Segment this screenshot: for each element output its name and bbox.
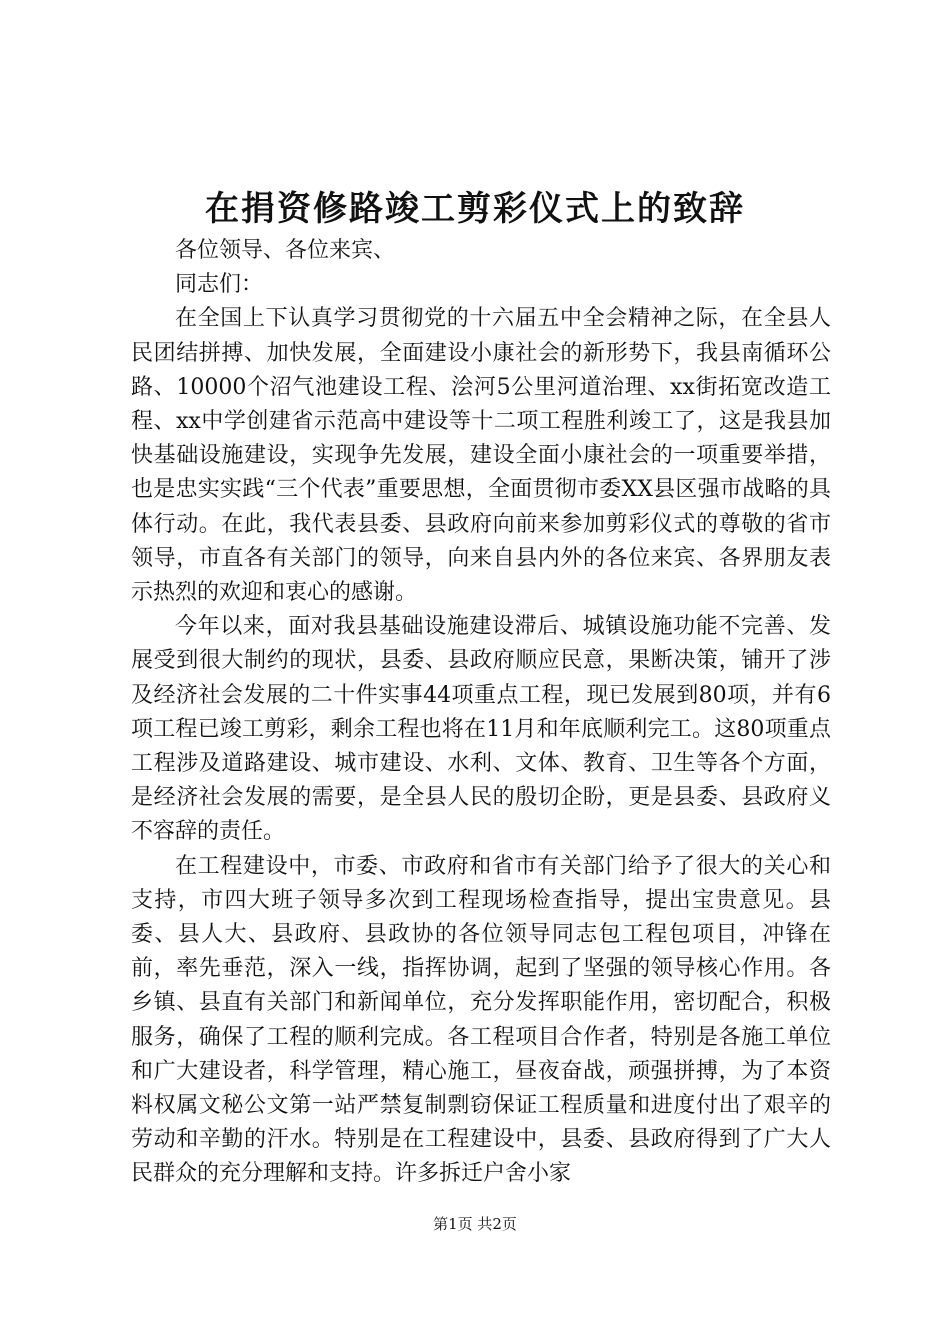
- paragraph-3: 在工程建设中，市委、市政府和省市有关部门给予了很大的关心和支持，市四大班子领导多次到工程现场检查指导，提出宝贵意见。县委、县人大、县政府、县政协的各位领导同志包工程包项目，冲锋在前，率先垂范，深入一线，指挥协调，起到了坚强的领导核心作用。各乡镇、县直有关部门和新闻单位，充分发挥职能作用，密切配合，积极服务，确保了工程的顺利完成。各工程项目合作者，特别是各施工单位和广大建设者，科学管理，精心施工，昼夜奋战，顽强拼搏，为了本资料权属文秘公文第一站严禁复制剽窃保证工程质量和进度付出了艰辛的劳动和辛勤的汗水。特别是在工程建设中，县委、县政府得到了广大人民群众的充分理解和支持。许多拆迁户舍小家: [131, 853, 831, 1187]
- paragraph-2: 今年以来，面对我县基础设施建设滞后、城镇设施功能不完善、发展受到很大制约的现状，县委、县政府顺应民意，果断决策，铺开了涉及经济社会发展的二十件实事44项重点工程，现已发展到80项，并有6项工程已竣工剪彩，剩余工程也将在11月和年底顺利完工。这80项重点工程涉及道路建设、城市建设、水利、文体、教育、卫生等各个方面，是经济社会发展的需要，是全县人民的殷切企盼，更是县委、县政府义不容辞的责任。: [131, 614, 831, 845]
- salutation-line-1: 各位领导、各位来宾、: [175, 238, 396, 263]
- document-title: 在捐资修路竣工剪彩仪式上的致辞: [205, 189, 745, 229]
- paragraph-1: 在全国上下认真学习贯彻党的十六届五中全会精神之际，在全县人民团结拼搏、加快发展，全面建设小康社会的新形势下，我县南循环公路、10000个沼气池建设工程、浍河5公里河道治理、xx街拓宽改造工程、xx中学创建省示范高中建设等十二项工程胜利竣工了，这是我县加快基础设施建设，实现争先发展，建设全面小康社会的一项重要举措，也是忠实实践“三个代表”重要思想，全面贯彻市委XX县区强市战略的具体行动。在此，我代表县委、县政府向前来参加剪彩仪式的尊敬的省市领导，市直各有关部门的领导，向来自县内外的各位来宾、各界朋友表示热烈的欢迎和衷心的感谢。: [131, 306, 831, 606]
- salutation-line-2: 同志们：: [175, 272, 264, 298]
- page-footer: 第1页 共2页: [433, 1215, 517, 1233]
- document-body: [131, 234, 831, 1192]
